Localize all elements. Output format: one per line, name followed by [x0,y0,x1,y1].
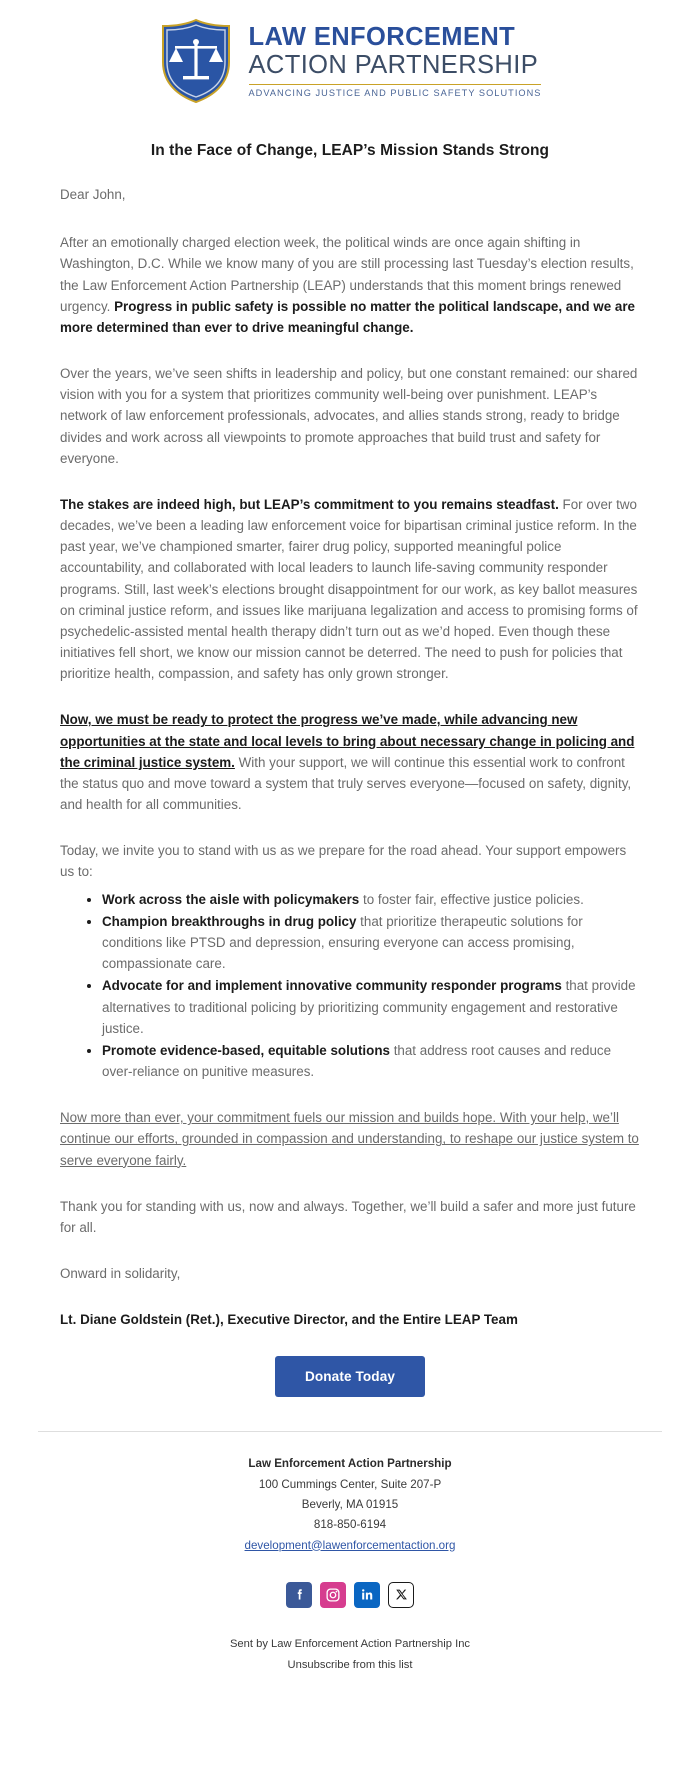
list-item-lead: Champion breakthroughs in drug policy [102,913,357,929]
footer-address-line-1: 100 Cummings Center, Suite 207-P [258,1477,442,1491]
list-item-text: that provide alternatives to traditional policing by prioritizing community engagement and restorative justice. [102,978,636,1036]
list-item [102,889,640,910]
logo-wordmark [249,24,542,97]
footer-phone: 818-850-6194 [313,1518,387,1532]
social-links [40,1582,660,1608]
logo-line-1: LAW ENFORCEMENT [248,23,516,52]
leap-logo[interactable] [0,18,700,104]
footer-address-line-2: Beverly, MA 01915 [301,1497,399,1511]
support-list [60,889,640,1083]
list-item-lead: Advocate for and implement innovative community responder programs [102,978,562,994]
footer-email-link[interactable]: development@lawenforcementaction.org [244,1538,456,1552]
footer-org-name: Law Enforcement Action Partnership [248,1457,452,1471]
instagram-icon[interactable] [320,1582,346,1608]
paragraph-1-emphasis: Progress in public safety is possible no matter the political landscape, and we are more determined than ever to drive meaningful change. [60,298,635,335]
paragraph-1-text: After an emotionally charged election week, the political winds are once again shifting in Washington, D.C. While we know many of you are still processing last Tuesday’s election results, the Law Enforcement Action Partnership (LEAP) understands that this moment brings renewed urgency. [60,235,634,314]
shield-scales-icon [159,18,233,104]
list-item [102,975,640,1039]
list-item-text: that prioritize therapeutic solutions for conditions like PTSD and depression, ensuring everyone can access promising, compassionate care. [102,913,583,972]
paragraph-1 [60,232,640,338]
signature-line: Lt. Diane Goldstein (Ret.), Executive Director, and the Entire LEAP Team [60,1312,518,1328]
paragraph-3 [60,494,640,685]
logo-tagline: ADVANCING JUSTICE AND PUBLIC SAFETY SOLUTIONS [248,87,542,98]
logo-line-2: ACTION PARTNERSHIP [248,51,539,80]
page-title: In the Face of Change, LEAP’s Mission Stands Strong [150,142,550,159]
list-item-lead: Promote evidence-based, equitable solutions [102,1042,390,1058]
paragraph-4-lead: Now, we must be ready to protect the progress we’ve made, while advancing new opportunities at the state and local levels to bring about necessary change in policing and the criminal justice system. [60,712,635,770]
list-item-lead: Work across the aisle with policymakers [102,891,360,907]
x-twitter-icon[interactable] [388,1582,414,1608]
salutation: Dear John, [60,187,126,202]
paragraph-2: Over the years, we’ve seen shifts in leadership and policy, but one constant remained: our shared vision with you for a system that prioritizes community well-being over punishment. LEAP’s network of law enforcement professionals, advocates, and allies stands strong, ready to bridge divides and work across all viewpoints to promote approaches that build trust and safety for everyone. [60,366,638,466]
unsubscribe-link[interactable]: Unsubscribe from this list [287,1658,413,1671]
sent-by-text: Sent by Law Enforcement Action Partnership Inc [229,1637,471,1650]
paragraph-3-lead: The stakes are indeed high, but LEAP’s commitment to you remains steadfast. [60,496,559,512]
paragraph-6-underlined: Now more than ever, your commitment fuels our mission and builds hope. With your help, we’ll continue our efforts, grounded in compassion and understanding, to reshape our justice system to serve everyone fairly. [60,1110,639,1168]
email-content [0,114,700,1397]
email-footer [0,1432,700,1607]
list-item [102,911,640,975]
cta-container [60,1356,640,1397]
paragraph-7: Thank you for standing with us, now and always. Together, we’ll build a safer and more just future for all. [60,1198,636,1235]
linkedin-icon[interactable] [354,1582,380,1608]
paragraph-3-text: For over two decades, we’ve been a leading law enforcement voice for bipartisan criminal justice reform. In the past year, we’ve championed smarter, fairer drug policy, supported meaningful police accountability, and collaborated with local leaders to launch life-saving community responder programs. Still, last week’s elections brought disappointment for our work, as key ballot measures on criminal justice reform, and issues like marijuana legalization and access to promising forms of psychedelic-assisted mental health therapy didn’t turn out as we’d hoped. Even though these initiatives fell short, we know our mission cannot be deterred. The need to push for policies that prioritize health, compassion, and safety has only grown stronger. [60,496,638,682]
list-item [102,1040,640,1082]
donate-today-button[interactable]: Donate Today [275,1356,425,1397]
sent-by-block [0,1634,700,1683]
list-item-text: that address root causes and reduce over-reliance on punitive measures. [102,1042,612,1080]
logo-divider [249,84,542,85]
bottom-spacer [0,1683,700,1723]
facebook-icon[interactable] [286,1582,312,1608]
email-header [0,14,700,114]
paragraph-4-text: With your support, we will continue this essential work to confront the status quo and move toward a system that truly serves everyone—focused on safety, dignity, and health for all communities. [60,754,632,813]
paragraph-5: Today, we invite you to stand with us as we prepare for the road ahead. Your support empowers us to: [60,843,627,880]
list-item-text: to foster fair, effective justice policies. [359,891,584,907]
paragraph-4 [60,709,640,815]
paragraph-8-closing: Onward in solidarity, [60,1266,181,1282]
